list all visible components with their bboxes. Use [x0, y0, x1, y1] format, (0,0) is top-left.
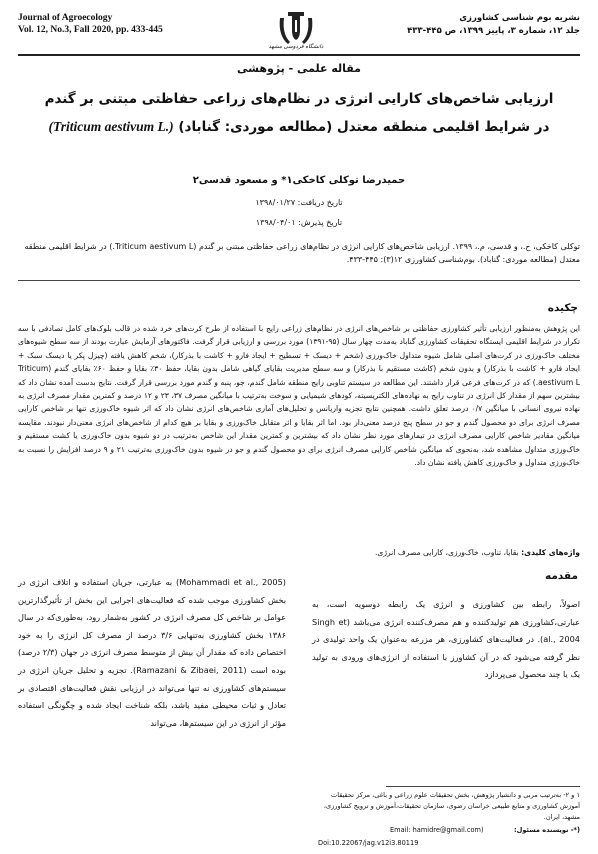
keywords — [18, 548, 580, 557]
journal-name-en: Journal of Agroecology — [18, 13, 113, 23]
accepted-date: تاریخ پذیرش: ۱۳۹۸/۰۴/۰۱ — [255, 218, 343, 227]
article-type: مقاله علمی - پژوهشی — [237, 62, 361, 75]
intro-right-column: اصولاً، رابطه بین کشاورزی و انرژی یک رابطه دوسویه است، به عبارتی،کشاورزی هم تولیدکننده و هم مصرف‌کننده انرژی می‌باشد (Singh et al., 2004). در فعالیت‌های کشاورزی، هر مزرعه به‌عنوان یک واحد تولیدی در نظر گرفته می‌شود که در آن کشاورز با استفاده از انرژی‌های ورودی به تولید یک یا چند محصول می‌پردازد — [312, 599, 581, 680]
footnote-affiliation: ۱ و ۲- به‌ترتیب مربی و دانشیار پژوهش، بخش تحقیقات علوم زراعی و باغی، مرکز تحقیقات آموزش کشاورزی و منابع طبیعی خراسان رضوی، سازمان تحقیقات،آموزش و ترویج کشاورزی، مشهد، ایران. — [323, 791, 580, 821]
journal-volume-fa: جلد ۱۲، شماره ۳، پاییز ۱۳۹۹، ص ۴۴۵-۴۳۳ — [407, 26, 580, 36]
journal-volume-en: Vol. 12, No.3, Fall 2020, pp. 433-445 — [18, 25, 163, 35]
abstract-heading: چکیده — [547, 302, 578, 314]
received-date: تاریخ دریافت: ۱۳۹۸/۰۱/۲۷ — [255, 198, 343, 207]
journal-name-fa: نشریه بوم شناسی کشاورزی — [459, 13, 580, 23]
keywords-label: واژه‌های کلیدی: — [521, 548, 580, 557]
keywords-list: بقایا، تناوب، خاک‌ورزی، کارایی مصرف انرژی. — [374, 548, 519, 557]
intro-heading: مقدمه — [545, 570, 578, 582]
authors: حمیدرضا توکلی کاخکی۱* و مسعود قدسی۲ — [192, 175, 406, 186]
footnote-rule — [386, 786, 580, 787]
citation-rule — [18, 280, 580, 281]
footnote-corresponding: (*- نویسنده مسئول: — [514, 826, 580, 834]
doi: Doi:10.22067/jag.v12i3.80119 — [318, 839, 419, 847]
journal-header-en — [18, 12, 218, 36]
title-line2 — [20, 114, 578, 140]
abstract-text: این پژوهش به‌منظور ارزیابی تأثیر کشاورزی حفاظتی بر شاخص‌های انرژی در نظام‌های زراعی رایج با استفاده از طرح کرت‌های خرد شده در قالب بلوک‌های کامل تصادفی با سه تکرار در شرایط اقلیمی ایستگاه تحقیقات کشاورزی گناباد به‌مدت چهار سال (۹۵-۱۳۹۱) مورد بررسی و ارزیابی قرار گرفت. فاکتورهای آزمایش عبارت بودند از سه سطح شیوه‌های مختلف خاک‌ورزی در کرت‌های اصلی شامل شیوه متداول خاک‌ورزی (شخم + دیسک + تسطیح + ایجاد فارو + کاشت با بذرکار)، شخم کاهش یافته (چیزل پکر یا دیسک سبک + ایجاد فارو + کاشت با بذرکار) و بدون شخم (کاشت مستقیم با بذرکار) و سه سطح مدیریت بقایای گیاهی شامل بدون بقایا، حفظ ۳۰٪ بقایا و حفظ ۶۰٪ بقایای گندم (Triticum aestivum L.) که در کرت‌های فرعی قرار داشتند. این مطالعه در سیستم تناوبی رایج منطقه شامل گندم، جو، پنبه و گندم مورد بررسی قرار گرفت. نتایج بدست آمده نشان داد که بیشترین سهم از مقدار کل انرژی در تناوب رایج به نهاده‌های الکتریسیته، کودهای شیمیایی و سوخت به‌ترتیب با میانگین مصرف ۳۷، ۲۳ و ۱۲ درصد و کمترین مقدار مصرف انرژی به نهاده نیروی انسانی با میانگین ۰/۷ درصد تعلق داشت. همچنین نتایج تجزیه واریانس و تحلیل‌های آماری شاخص‌های انرژی نشان داد که اثر شیوه خاک‌ورزی تنها بر شاخص کارایی مصرف انرژی برای دو محصول گندم و جو در سطح پنج درصد معنی‌دار بود. اما اثر بقایا و اثر متقابل خاک‌ورزی و بقایا بر هیچ کدام از شاخص‌های انرژی معنی‌دار نبودند. مقایسه میانگین مقادیر شاخص کارایی مصرف انرژی در تیمارهای مورد نظر نشان داد که بیشترین و کمترین مقدار این شاخص به‌ترتیب در دو شیوه بدون خاک‌ورزی یا کشت مستقیم و خاک‌ورزی متداول مشاهده شد، به‌نحوی که میانگین شاخص کارایی مصرف انرژی برای دو محصول گندم و جو در شیوه بدون خاک‌ورزی به‌ترتیب ۲۱ و ۹ درصد افزایش را نسبت به خاک‌ورزی متداول و خاک‌ورزی کاهش یافته نشان داد. — [18, 324, 581, 468]
title-line1: ارزیابی شاخص‌های کارایی انرژی در نظام‌های زراعی حفاظتی مبتنی بر گندم — [44, 91, 554, 107]
footnote-email: Email: hamidre@gmail.com) — [390, 826, 484, 834]
logo-caption: دانشگاه فردوسی مشهد — [268, 44, 324, 50]
title-line2-fa: در شرایط اقلیمی منطقه معتدل (مطالعه موردی: گناباد) — [178, 119, 550, 135]
title-line2-en: (Triticum aestivum L.) — [48, 119, 174, 134]
header-rule — [18, 54, 580, 56]
journal-header-fa — [360, 12, 580, 38]
intro-left-column: (Mohammadi et al., 2005) به عبارتی، جریان استفاده و اتلاف انرژی در بخش کشاورزی موجب شده که فعالیت‌های اجرایی این بخش از تأثیرگذارترین عوامل بر شاخص کل مصرف انرژی در کشور به‌شمار رود، به‌طوری‌که در سال ۱۳۸۶ بخش کشاورزی به‌تنهایی ۳/۶ درصد از مصرف کل انرژی را به خود اختصاص داده که مقدار آن بیش از متوسط مصرف انرژی در جهان (۲/۳ درصد) بوده است (Ramazani & Zibaei, 2011). تجزیه و تحلیل جریان انرژی در سیستم‌های کشاورزی نه تنها می‌تواند در ارزیابی نقش فعالیت‌های اقتصادی بر تعادل و ثبات محیطی مفید باشد، بلکه شناخت ایجاد شده و چگونگی استفاده مؤثر از انرژی در این سیستم‌ها، می‌تواند — [18, 577, 286, 728]
citation: توکلی کاخکی، ح.، و قدسی، م.، ۱۳۹۹. ارزیابی شاخص‌های کارایی انرژی در نظام‌های زراعی حفاظتی مبتنی بر گندم (Triticum aestivum L.) در شرایط اقلیمی منطقه معتدل (مطالعه موردی: گناباد). بوم‌شناسی کشاورزی ۱۲(۳): ۴۴۵-۴۳۳. — [24, 242, 580, 264]
university-logo — [266, 8, 326, 54]
